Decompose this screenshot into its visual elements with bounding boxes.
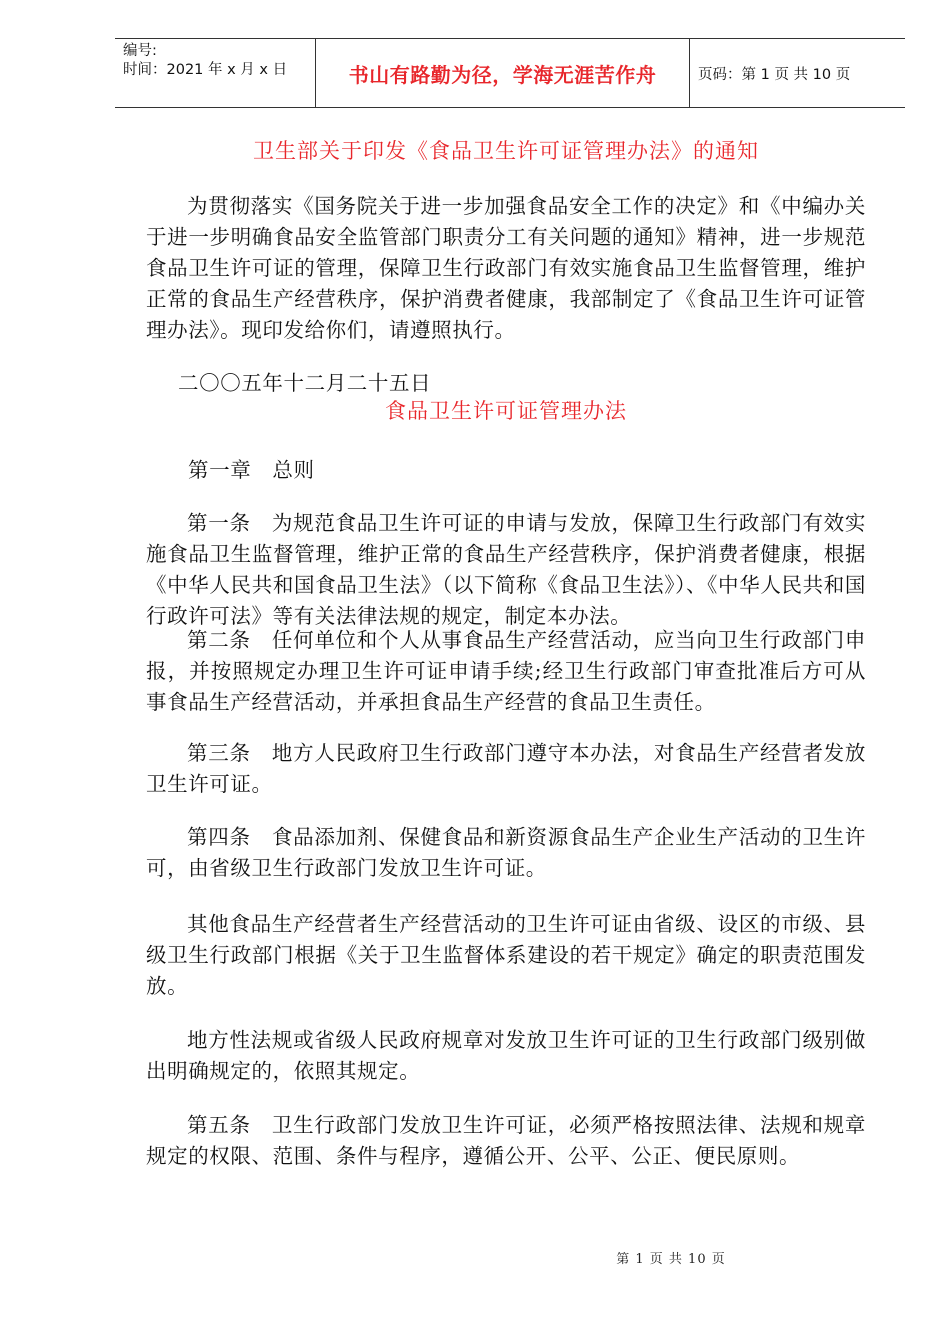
article-1: 第一条 为规范食品卫生许可证的申请与发放，保障卫生行政部门有效实施食品卫生监督管理，维护正常的食品生产经营秩序，保护消费者健康，根据《中华人民共和国食品卫生法》（以下简称《食品卫生法》）、《中华人民共和国行政许可法》等有关法律法规的规定，制定本办法。	[146, 511, 866, 628]
document-title: 卫生部关于印发《食品卫生许可证管理办法》的通知	[253, 139, 759, 163]
time-label: 时间：2021 年 x 月 x 日	[123, 62, 288, 78]
issue-date: 二〇〇五年十二月二十五日	[178, 371, 432, 395]
article-3: 第三条 地方人民政府卫生行政部门遵守本办法，对食品生产经营者发放卫生许可证。	[146, 741, 866, 796]
regulation-title: 食品卫生许可证管理办法	[385, 399, 627, 423]
article-2: 第二条 任何单位和个人从事食品生产经营活动，应当向卫生行政部门申报，并按照规定办理卫生许可证申请手续;经卫生行政部门审查批准后方可从事食品生产经营活动，并承担食品生产经营的食品卫生责任。	[146, 628, 866, 714]
header-table	[115, 38, 905, 108]
intro-paragraph: 为贯彻落实《国务院关于进一步加强食品安全工作的决定》和《中编办关于进一步明确食品安全监管部门职责分工有关问题的通知》精神，进一步规范食品卫生许可证的管理，保障卫生行政部门有效实施食品卫生监督管理，维护正常的食品生产经营秩序，保护消费者健康，我部制定了《食品卫生许可证管理办法》。现印发给你们，请遵照执行。	[146, 194, 866, 342]
number-label: 编号:	[123, 43, 157, 59]
article-4-para-3: 地方性法规或省级人民政府规章对发放卫生许可证的卫生行政部门级别做出明确规定的，依照其规定。	[146, 1028, 866, 1083]
header-page-label: 页码：第 1 页 共 10 页	[698, 66, 851, 83]
article-4: 第四条 食品添加剂、保健食品和新资源食品生产企业生产活动的卫生许可，由省级卫生行政部门发放卫生许可证。	[146, 825, 866, 880]
article-5: 第五条 卫生行政部门发放卫生许可证，必须严格按照法律、法规和规章规定的权限、范围、条件与程序，遵循公开、公平、公正、便民原则。	[146, 1113, 866, 1168]
chapter-heading: 第一章 总则	[188, 458, 315, 482]
page-footer: 第 1 页 共 10 页	[616, 1252, 726, 1267]
header-meta-cell	[115, 39, 316, 107]
header-motto: 书山有路勤为径，学海无涯苦作舟	[316, 39, 690, 107]
article-4-para-2: 其他食品生产经营者生产经营活动的卫生许可证由省级、设区的市级、县级卫生行政部门根据《关于卫生监督体系建设的若干规定》确定的职责范围发放。	[146, 912, 866, 998]
